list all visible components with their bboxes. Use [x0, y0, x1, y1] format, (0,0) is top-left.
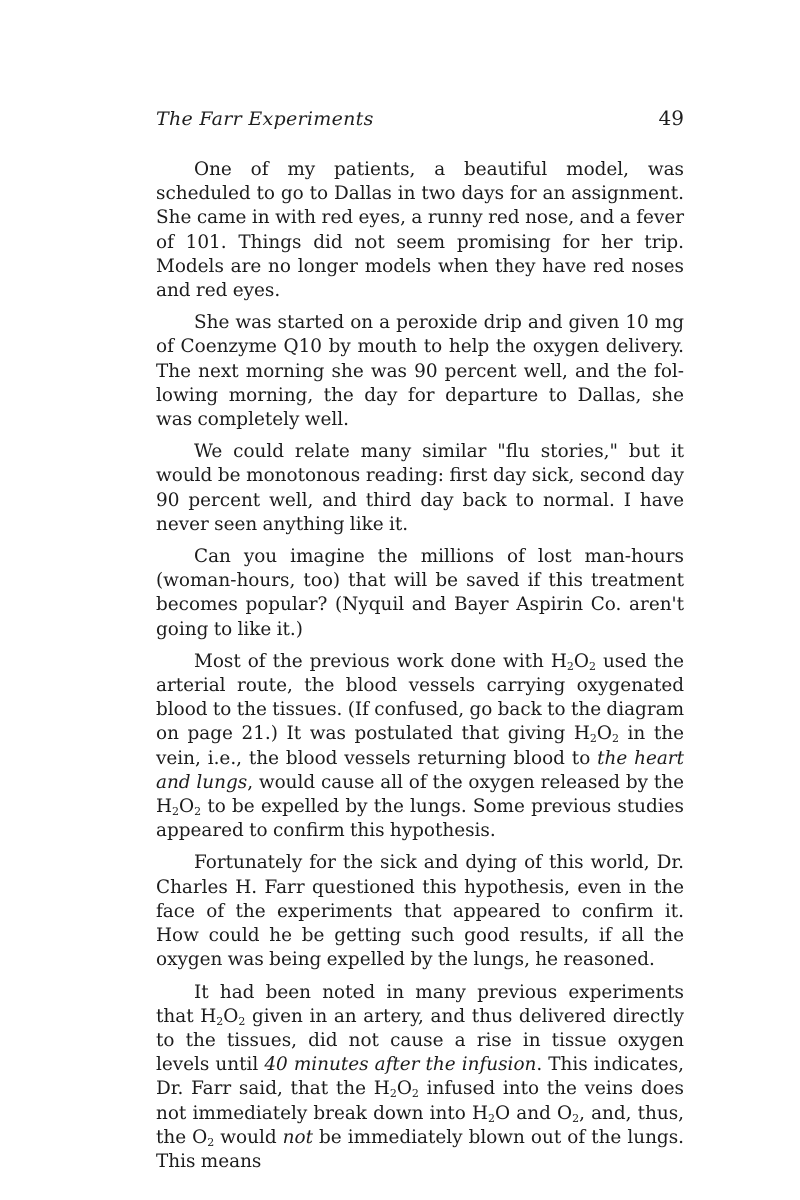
text-run: It had been noted in many previous experiments that — [156, 981, 684, 1027]
text-run: given in an artery, and thus delivered directly to the tissues, did not cause a rise in tissue oxygen levels until — [156, 1005, 685, 1076]
h2o2-formula: $H_2O_2$ — [156, 796, 202, 819]
paragraph: Can you imagine the millions of lost man-hours (woman-hours, too) that will be saved if this treatment becomes popular? (Nyquil and Bayer Aspirin Co. aren't going to like it.) — [156, 546, 684, 640]
paragraph: She was started on a peroxide drip and given 10 mg of Coenzyme Q10 by mouth to help the oxygen delivery. The next morning she was 90 percent well, and the following morning, the day for departure to Dallas, she was completely well. — [156, 312, 684, 431]
text-run: , would cause all of the oxygen released by the — [247, 771, 684, 793]
text-run: infused into the veins does not immediately break down into — [156, 1078, 684, 1124]
text-run: Most of the previous work done with — [194, 650, 551, 672]
page-number: 49 — [658, 106, 684, 130]
text-run: and — [510, 1102, 557, 1124]
h2o2-formula: $H_2O_2$ — [550, 650, 596, 673]
text-run: would — [214, 1126, 283, 1148]
text-run: be immediately blown out of the lungs. This means — [156, 1126, 684, 1172]
italic-text: 40 minutes after the infusion — [264, 1054, 537, 1076]
page-header — [156, 104, 684, 136]
text-run: . This indicates, Dr. Farr said, that the — [156, 1054, 684, 1100]
italic-text: not — [282, 1126, 313, 1148]
text-run: , and, thus, the — [156, 1102, 684, 1148]
text-run: used the arterial route, the blood vessels carrying oxygenated blood to the tissues. (If confused, go back to the diagram on page 21.) It was postulated that giving — [156, 650, 685, 745]
o2-formula: $O_2$ — [192, 1126, 215, 1149]
h2o2-formula: $H_2O_2$ — [573, 723, 619, 746]
running-head: The Farr Experiments — [156, 108, 374, 130]
text-run: in the vein, i.e., the blood vessels returning blood to — [156, 723, 684, 769]
italic-text: the heart and lungs — [156, 747, 684, 793]
paragraph — [156, 650, 684, 844]
text-run: to be expelled by the lungs. Some previous studies appeared to confirm this hypothesis. — [156, 796, 684, 842]
paragraph: One of my patients, a beautiful model, was scheduled to go to Dallas in two days for an assignment. She came in with red eyes, a runny red nose, and a fever of 101. Things did not seem promising for her trip. Models are no longer models when they have red noses and red eyes. — [156, 159, 684, 302]
h2o-formula: $H_2O$ — [472, 1102, 511, 1125]
paragraph: Fortunately for the sick and dying of this world, Dr. Charles H. Farr questioned this hypothesis, even in the face of the experiments that appeared to confirm it. How could he be getting such good results, if all the oxygen was being expelled by the lungs, he reasoned. — [156, 852, 684, 971]
o2-formula: $O_2$ — [557, 1102, 580, 1125]
body-text — [156, 158, 684, 1182]
paragraph — [156, 981, 684, 1175]
paragraph: We could relate many similar "flu stories," but it would be monotonous reading: first day sick, second day 90 percent well, and third day back to normal. I have never seen anything like it. — [156, 441, 684, 535]
h2o2-formula: $H_2O_2$ — [373, 1078, 419, 1101]
h2o2-formula: $H_2O_2$ — [200, 1005, 246, 1028]
